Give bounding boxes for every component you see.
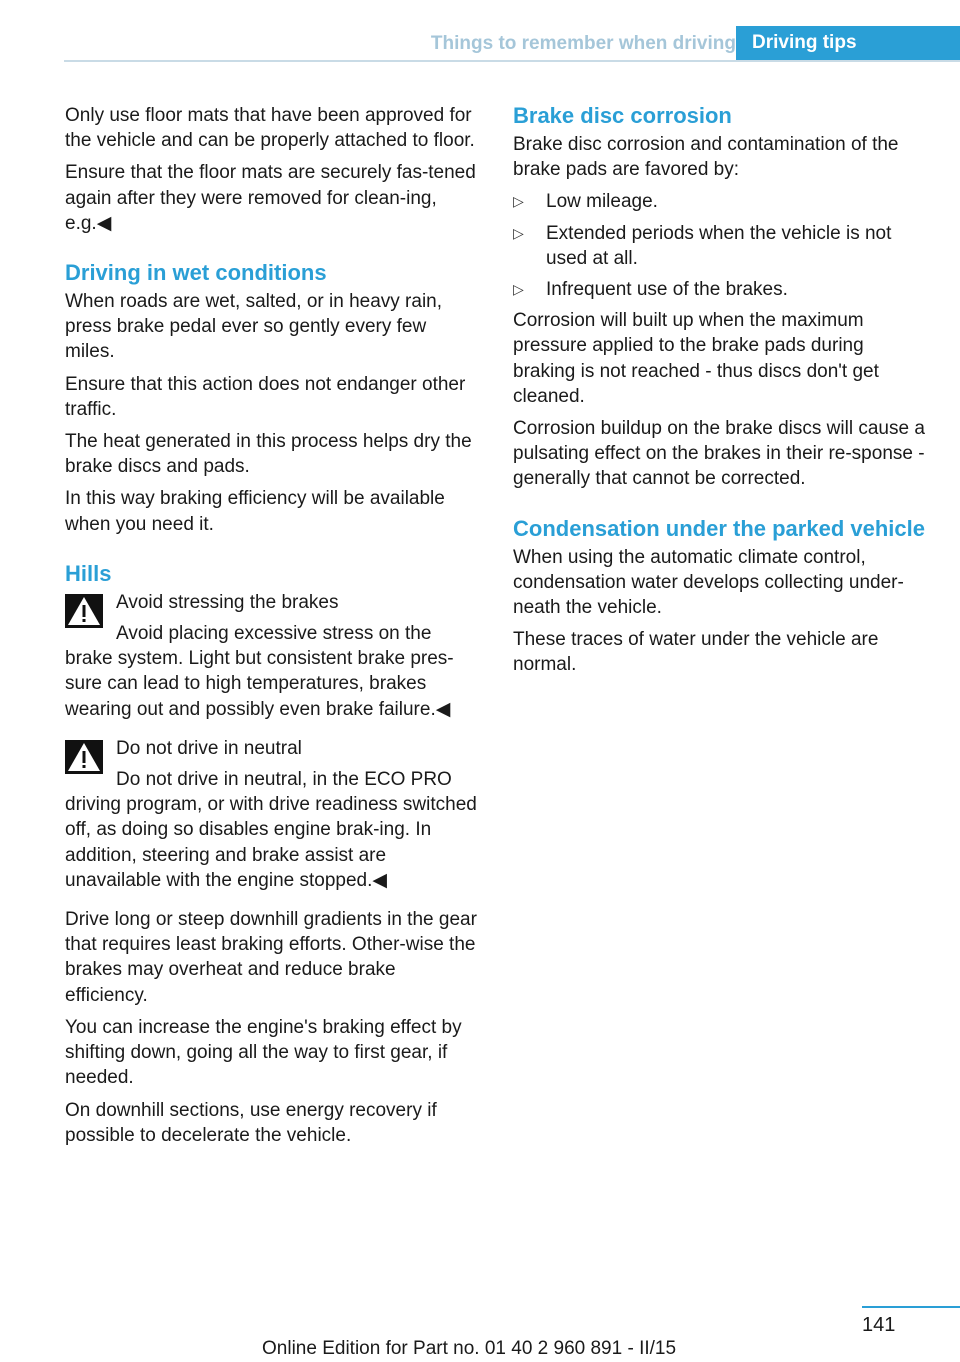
corrosion-paragraph-2: Corrosion buildup on the brake discs will cause a pulsating effect on the brakes in their re‐sponse - generally that cannot be corrected. [513,418,925,490]
warning-neutral-title: Do not drive in neutral [116,737,302,759]
condensation-paragraph-1: When using the automatic climate control, condensation water develops collecting under‐neath the vehicle. [513,546,904,619]
wet-conditions-paragraph-4: In this way braking efficiency will be available when you need it. [65,488,445,535]
wet-conditions-paragraph-2: Ensure that this action does not endanger other traffic. [65,373,466,420]
wet-conditions-paragraph-3: The heat generated in this process helps dry the brake discs and pads. [65,431,472,478]
hills-paragraph-2: You can increase the engine's braking effect by shifting down, going all the way to first gear, if needed. [65,1016,462,1089]
condensation-heading: Condensation under the parked vehicle [513,515,925,541]
warning-brake-stress-body: Avoid placing excessive stress on the brake system. Light but consistent brake pres‐sure can lead to high temperatures, brakes wearing out and possibly even brake failure.◀ [65,623,454,720]
floor-mats-fasten-paragraph: Ensure that the floor mats are securely fas‐tened again after they were removed for clean‐ing, e.g.◀ [65,162,476,234]
warning-brake-stress [65,590,480,722]
corrosion-paragraph-1: Corrosion will built up when the maximum pressure applied to the brake pads during braking is not reached - thus discs don't get cleaned. [513,310,879,407]
list-item [513,221,931,271]
list-item [513,189,931,214]
wet-conditions-paragraph-1: When roads are wet, salted, or in heavy rain, press brake pedal ever so gently every few miles. [65,291,443,363]
list-item [513,277,931,302]
footer-rule [862,1306,960,1308]
list-item-text: Extended periods when the vehicle is not used at all. [546,222,892,269]
running-header-section: Things to remember when driving [430,33,736,54]
warning-triangle-icon [65,594,103,628]
left-column [65,103,480,1155]
wet-conditions-heading: Driving in wet conditions [65,260,327,286]
warning-triangle-icon [65,740,103,774]
triangle-bullet-icon: ▷ [513,193,524,210]
condensation-paragraph-2: These traces of water under the vehicle are normal. [513,629,879,676]
corrosion-causes-list [513,189,931,302]
warning-neutral-body: Do not drive in neutral, in the ECO PRO driving program, or with drive readiness switched off, as doing so disables engine brak‐ing. In addition, steering and brake assist are unavailable with the engine stopped.◀ [65,769,477,891]
warning-brake-stress-title: Avoid stressing the brakes [116,591,339,613]
triangle-bullet-icon: ▷ [513,281,524,298]
floor-mats-paragraph: Only use floor mats that have been approved for the vehicle and can be properly attached to floor. [65,105,475,152]
hills-paragraph-3: On downhill sections, use energy recovery if possible to decelerate the vehicle. [65,1099,437,1146]
brake-disc-corrosion-heading: Brake disc corrosion [513,103,732,128]
hills-heading: Hills [65,560,112,586]
corrosion-intro-paragraph: Brake disc corrosion and contamination of the brake pads are favored by: [513,134,899,181]
right-column [513,103,931,685]
running-header-chapter-tab: Driving tips [736,26,960,62]
list-item-text: Low mileage. [546,191,658,213]
warning-neutral [65,736,480,893]
header-rule [64,60,960,62]
triangle-bullet-icon: ▷ [513,224,524,241]
page-number: 141 [862,1314,896,1336]
footer-edition-text: Online Edition for Part no. 01 40 2 960 891 - II/15 [262,1338,677,1359]
hills-paragraph-1: Drive long or steep downhill gradients in the gear that requires least braking efforts. Other‐wise the brakes may overheat and reduce brake efficiency. [65,909,477,1006]
list-item-text: Infrequent use of the brakes. [546,279,788,301]
